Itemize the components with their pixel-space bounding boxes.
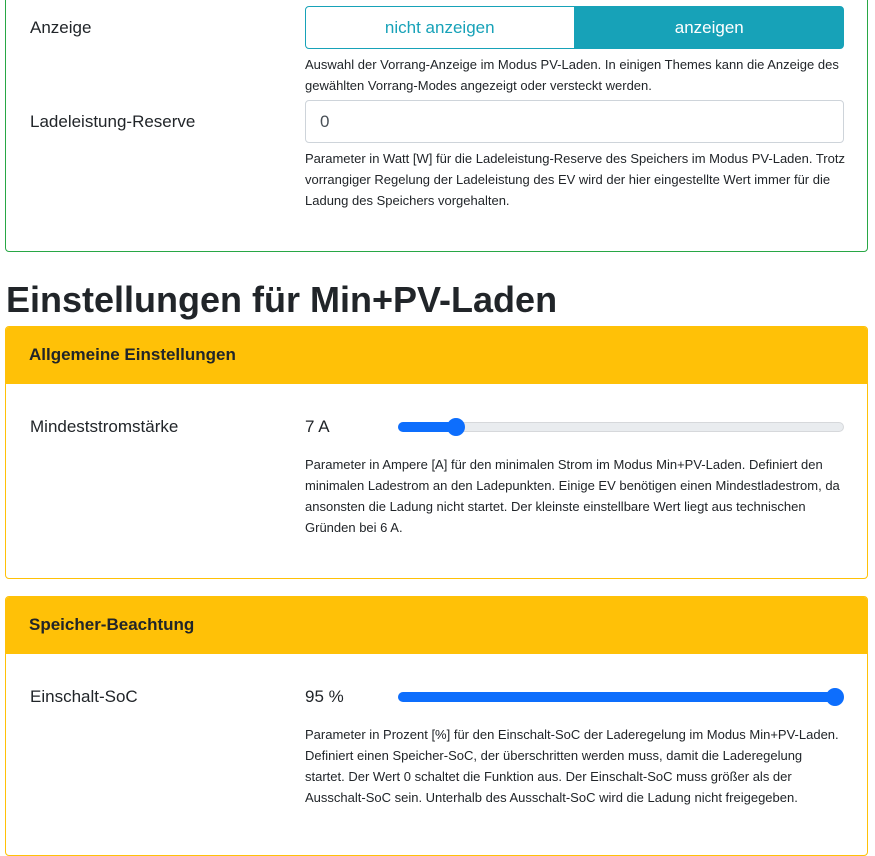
min-current-help: Parameter in Ampere [A] für den minimalen Strom im Modus Min+PV-Laden. Definiert den minimalen Ladestrom an den Ladepunkten. Einige EV benötigen einen Mindestladestrom, da ansonsten die Ladung nicht startet. Der kleinste einstellbare Wert liegt aus technischen Gründen bei 6 A.	[305, 457, 840, 535]
switch-on-soc-help: Parameter in Prozent [%] für den Einschalt-SoC der Laderegelung im Modus Min+PV-Laden. Definiert einen Speicher-SoC, der überschritten werden muss, damit die Laderegelung startet. Der Wert 0 schaltet die Funktion aus. Der Einschalt-SoC muss größer als der Ausschalt-SoC sein. Unterhalb des Ausschalt-SoC wird die Ladung nicht freigegeben.	[305, 727, 839, 805]
switch-on-soc-label: Einschalt-SoC	[30, 687, 138, 706]
min-current-value: 7 A	[305, 417, 330, 436]
switch-on-soc-slider[interactable]	[398, 688, 844, 706]
reserve-input[interactable]: 0	[305, 100, 844, 143]
min-current-slider[interactable]	[398, 418, 844, 436]
nicht-anzeigen-button[interactable]: nicht anzeigen	[305, 6, 575, 49]
section-title: Einstellungen für Min+PV-Laden	[6, 279, 558, 320]
general-settings-header: Allgemeine Einstellungen	[6, 327, 867, 384]
reserve-help: Parameter in Watt [W] für die Ladeleistung-Reserve des Speichers im Modus PV-Laden. Trotz vorrangiger Regelung der Ladeleistung des EV wird der hier eingestellte Wert immer für die Ladung des Speichers vorgehalten.	[305, 151, 845, 208]
switch-on-soc-value: 95 %	[305, 687, 344, 706]
storage-settings-header: Speicher-Beachtung	[6, 597, 867, 654]
slider-thumb[interactable]	[826, 688, 844, 706]
reserve-label: Ladeleistung-Reserve	[30, 112, 196, 131]
slider-thumb[interactable]	[447, 418, 465, 436]
slider-fill	[398, 692, 835, 702]
anzeige-help: Auswahl der Vorrang-Anzeige im Modus PV-Laden. In einigen Themes kann die Anzeige des gewählten Vorrang-Modes angezeigt oder versteckt werden.	[305, 57, 839, 93]
anzeige-label: Anzeige	[30, 18, 92, 37]
anzeigen-button[interactable]: anzeigen	[575, 6, 845, 49]
min-current-label: Mindeststromstärke	[30, 417, 179, 436]
general-settings-card	[5, 326, 868, 579]
anzeige-toggle-group	[305, 6, 844, 49]
